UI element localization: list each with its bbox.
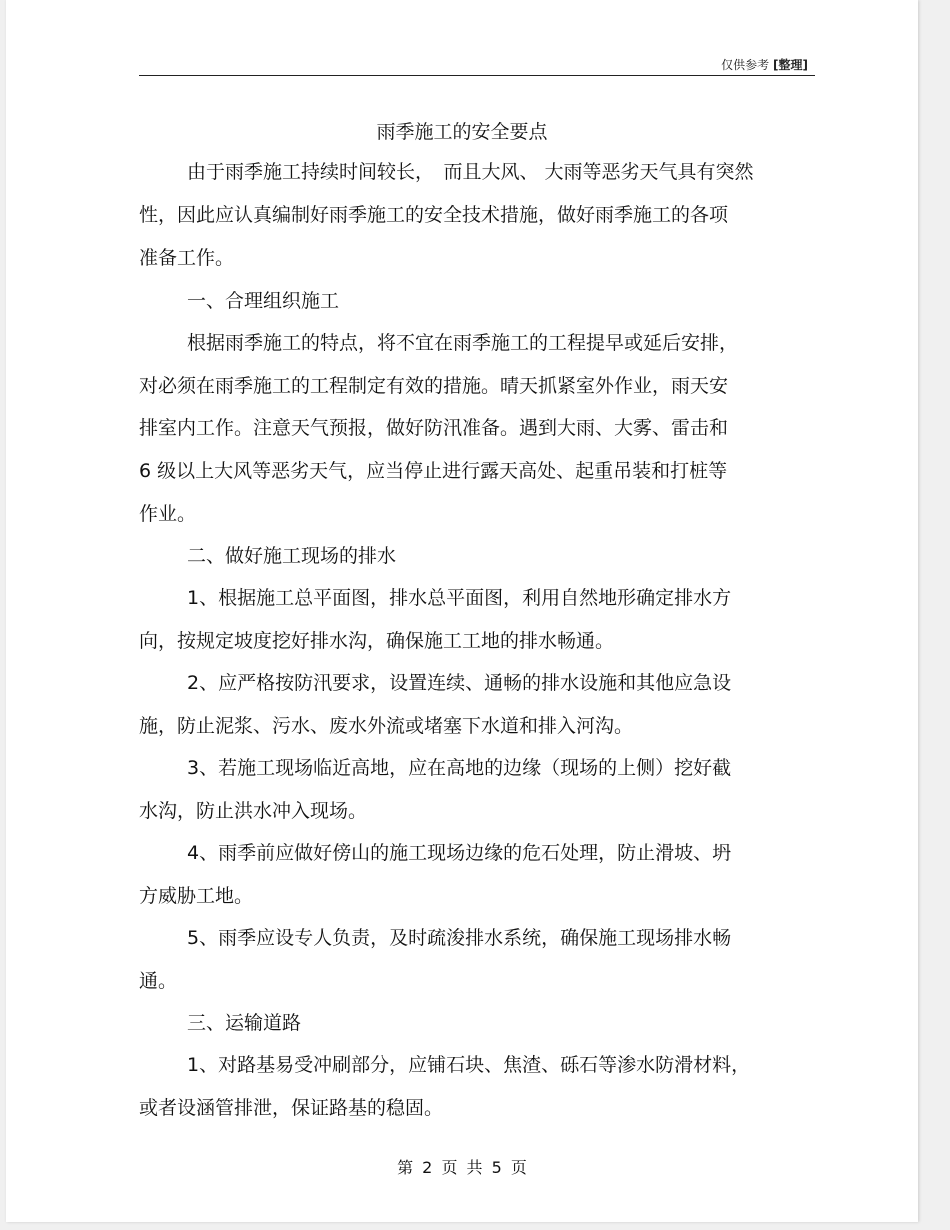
paragraph-line: 4、雨季前应做好傍山的施工现场边缘的危石处理，防止滑坡、坍 xyxy=(187,842,732,864)
paragraph-line: 排室内工作。注意天气预报，做好防汛准备。遇到大雨、大雾、雷击和 xyxy=(139,417,729,439)
paragraph-line: 1、对路基易受冲刷部分，应铺石块、焦渣、砾石等渗水防滑材料， xyxy=(187,1054,751,1076)
page-footer: 第 2 页 共 5 页 xyxy=(397,1158,527,1177)
paragraph-line: 2、应严格按防汛要求，设置连续、通畅的排水设施和其他应急设 xyxy=(187,672,732,694)
paragraph-line: 或者设涵管排泄，保证路基的稳固。 xyxy=(139,1097,444,1119)
paragraph-line: 向，按规定坡度挖好排水沟，确保施工工地的排水畅通。 xyxy=(139,630,615,652)
paragraph-line: 对必须在雨季施工的工程制定有效的措施。晴天抓紧室外作业，雨天安 xyxy=(139,375,729,397)
section-heading: 一、合理组织施工 xyxy=(187,290,340,312)
paragraph-line: 准备工作。 xyxy=(139,247,235,269)
header-note xyxy=(721,56,808,73)
header-tag: [整理] xyxy=(773,58,808,72)
paragraph-line: 通。 xyxy=(139,970,178,992)
section-heading: 二、做好施工现场的排水 xyxy=(187,545,397,567)
paragraph-line: 作业。 xyxy=(139,503,197,525)
paragraph-line: 3、若施工现场临近高地，应在高地的边缘（现场的上侧）挖好截 xyxy=(187,757,732,779)
document-title: 雨季施工的安全要点 xyxy=(376,121,548,143)
paragraph-line: 性，因此应认真编制好雨季施工的安全技术措施，做好雨季施工的各项 xyxy=(139,204,729,226)
paragraph-line: 1、根据施工总平面图，排水总平面图，利用自然地形确定排水方 xyxy=(187,587,732,609)
paragraph-line: 根据雨季施工的特点，将不宜在雨季施工的工程提早或延后安排， xyxy=(187,332,739,354)
header-rule xyxy=(139,75,815,76)
document-page xyxy=(6,0,918,1222)
section-heading: 三、运输道路 xyxy=(187,1012,302,1034)
paragraph-line: 水沟，防止洪水冲入现场。 xyxy=(139,800,368,822)
paragraph-line: 施，防止泥浆、污水、废水外流或堵塞下水道和排入河沟。 xyxy=(139,715,634,737)
paragraph-line: 由于雨季施工持续时间较长， 而且大风、 大雨等恶劣天气具有突然 xyxy=(187,161,754,183)
paragraph-line: 5、雨季应设专人负责，及时疏浚排水系统，确保施工现场排水畅 xyxy=(187,927,732,949)
paragraph-line: 6 级以上大风等恶劣天气，应当停止进行露天高处、起重吊装和打桩等 xyxy=(139,460,728,482)
paragraph-line: 方威胁工地。 xyxy=(139,885,254,907)
header-note-text: 仅供参考 xyxy=(721,58,770,72)
